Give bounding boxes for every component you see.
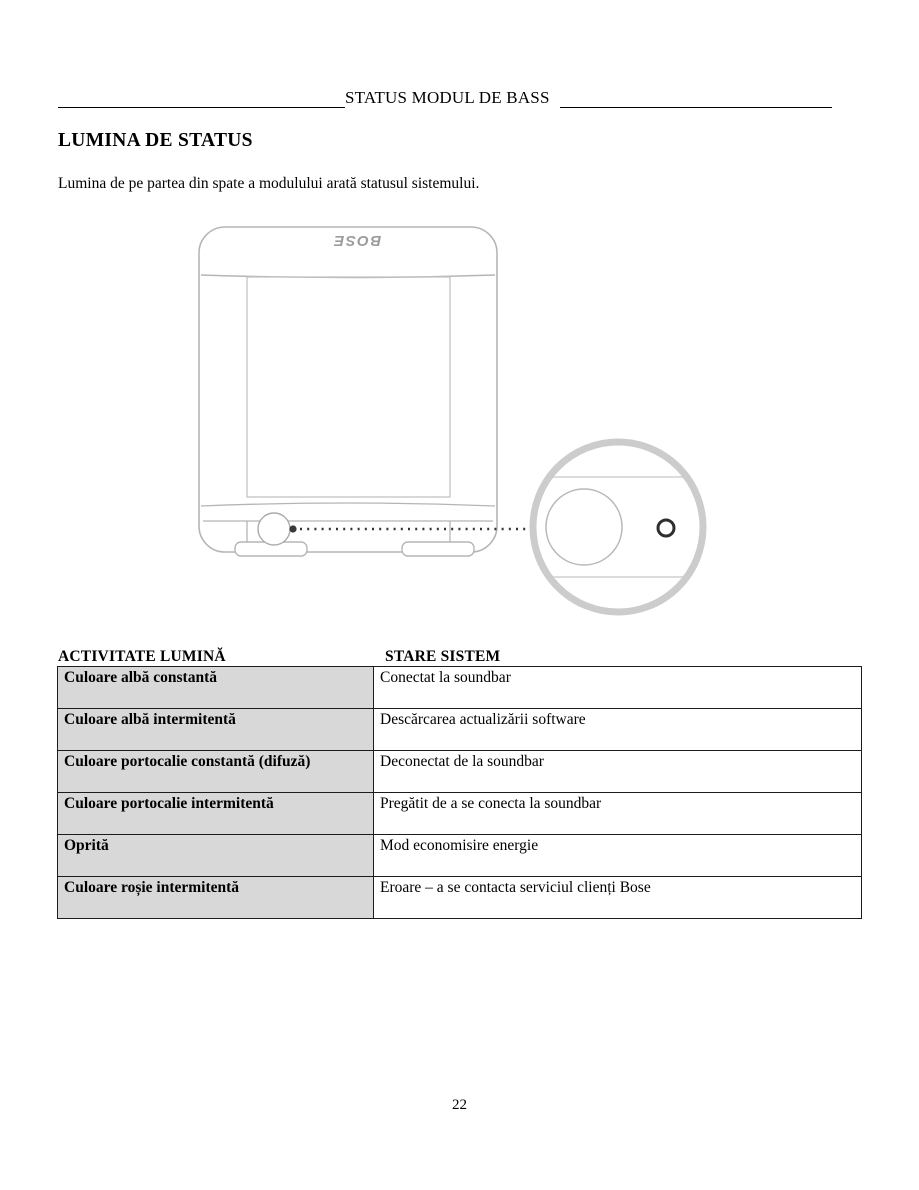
table-row	[58, 877, 862, 919]
table-row	[58, 751, 862, 793]
col-header-activity: ACTIVITATE LUMINĂ	[58, 648, 226, 665]
bose-logo: BOSE	[332, 232, 382, 249]
state-cell: Deconectat de la soundbar	[374, 751, 862, 793]
activity-cell: Culoare roșie intermitentă	[58, 877, 374, 919]
page-header	[58, 88, 861, 108]
header-rule-left	[58, 103, 345, 108]
magnified-status-led	[658, 520, 674, 536]
page-number: 22	[452, 1097, 467, 1113]
col-header-state: STARE SISTEM	[385, 648, 501, 665]
activity-cell: Culoare albă constantă	[58, 667, 374, 709]
table-row	[58, 793, 862, 835]
section-title: LUMINA DE STATUS	[58, 130, 253, 151]
magnified-port-circle	[546, 489, 622, 565]
activity-cell: Culoare portocalie intermitentă	[58, 793, 374, 835]
state-cell: Mod economisire energie	[374, 835, 862, 877]
table-row	[58, 835, 862, 877]
module-foot-right	[402, 542, 474, 556]
activity-cell: Culoare portocalie constantă (difuză)	[58, 751, 374, 793]
intro-paragraph: Lumina de pe partea din spate a modulului arată statusul sistemului.	[58, 175, 480, 192]
bass-module-illustration	[185, 222, 715, 622]
state-cell: Eroare – a se contacta serviciul clienți Bose	[374, 877, 862, 919]
table-column-headers	[58, 648, 861, 666]
table-row	[58, 709, 862, 751]
status-led-dot	[289, 525, 296, 532]
activity-cell: Culoare albă intermitentă	[58, 709, 374, 751]
header-title: STATUS MODUL DE BASS	[345, 88, 550, 107]
module-port-circle	[258, 513, 290, 545]
status-table	[57, 666, 862, 919]
state-cell: Conectat la soundbar	[374, 667, 862, 709]
table-row	[58, 667, 862, 709]
state-cell: Descărcarea actualizării software	[374, 709, 862, 751]
activity-cell: Oprită	[58, 835, 374, 877]
header-rule-right	[560, 103, 832, 108]
state-cell: Pregătit de a se conecta la soundbar	[374, 793, 862, 835]
